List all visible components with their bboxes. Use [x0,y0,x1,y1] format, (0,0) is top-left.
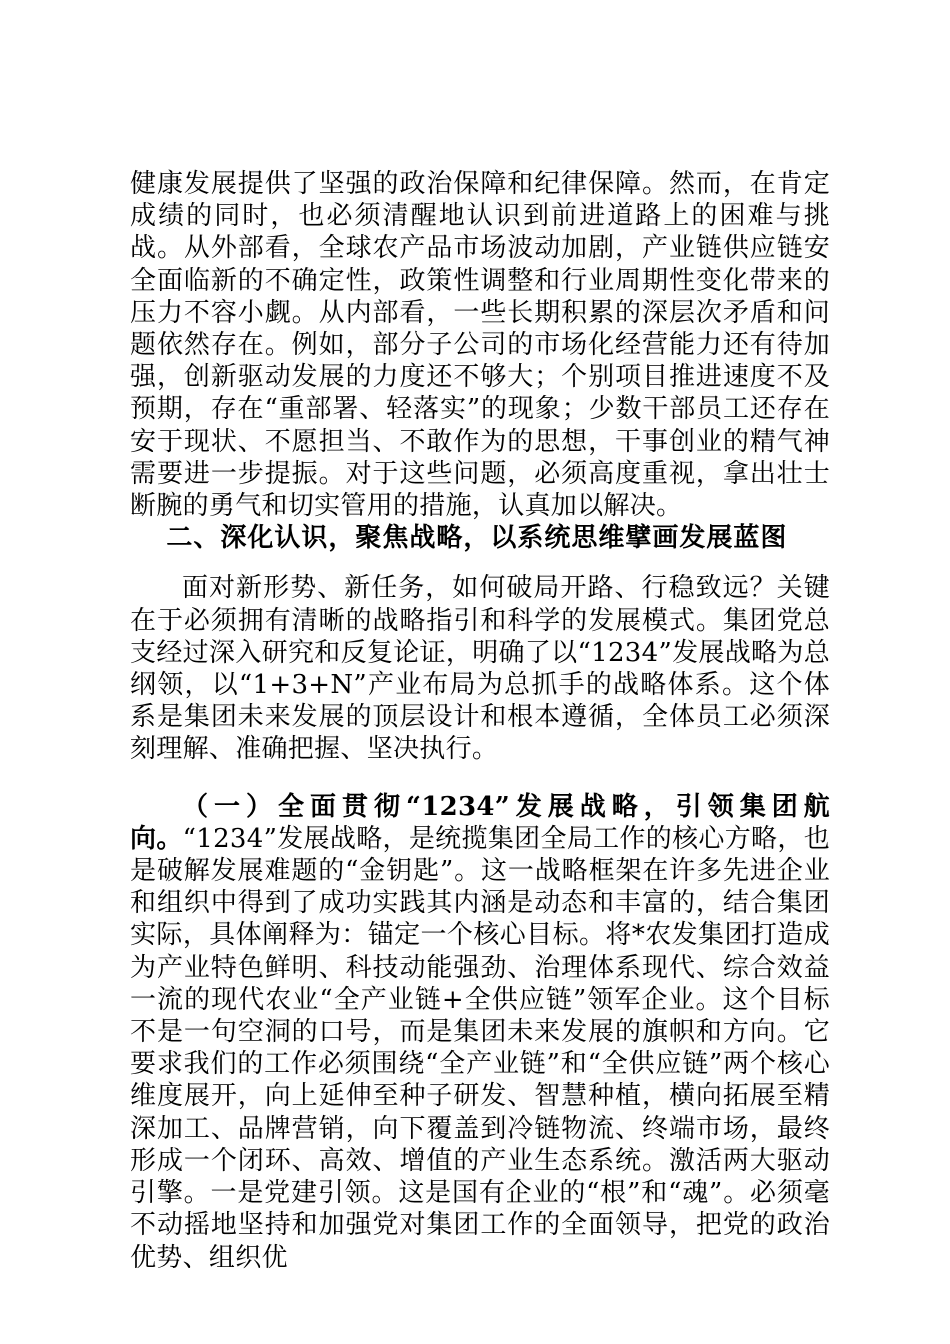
section-heading: 二、深化认识，聚焦战略，以系统思维擘画发展蓝图 [166,523,788,554]
subsection-paragraph [130,791,830,1274]
subsection-body: “1234”发展战略，是统揽集团全局工作的核心方略，也是破解发展难题的“金钥匙”。这一战略框架在许多先进企业和组织中得到了成功实践其内涵是动态和丰富的，结合集团实际，具体阐释为：锚定一个核心目标。将*农发集团打造成为产业特色鲜明、科技动能强劲、治理体系现代、综合效益一流的现代农业“全产业链+全供应链”领军企业。这个目标不是一句空洞的口号，而是集团未来发展的旗帜和方向。它要求我们的工作必须围绕“全产业链”和“全供应链”两个核心维度展开，向上延伸至种子研发、智慧种植，横向拓展至精深加工、品牌营销，向下覆盖到冷链物流、终端市场，最终形成一个闭环、高效、增值的产业生态系统。激活两大驱动引擎。一是党建引领。这是国有企业的“根”和“魂”。必须毫不动摇地坚持和加强党对集团工作的全面领导，把党的政治优势、组织优 [130,823,830,1273]
subsection-heading: （一）全面贯彻“1234”发展战略，引领集团航向。 [130,791,830,854]
paragraph-continuation: 健康发展提供了坚强的政治保障和纪律保障。然而，在肯定成绩的同时，也必须清醒地认识到前进道路上的困难与挑战。从外部看，全球农产品市场波动加剧，产业链供应链安全面临新的不确定性，政策性调整和行业周期性变化带来的压力不容小觑。从内部看，一些长期积累的深层次矛盾和问题依然存在。例如，部分子公司的市场化经营能力还有待加强，创新驱动发展的力度还不够大；个别项目推进速度不及预期，存在“重部署、轻落实”的现象；少数干部员工还存在安于现状、不愿担当、不敢作为的思想，干事创业的精气神需要进一步提振。对于这些问题，必须高度重视，拿出壮士断腕的勇气和切实管用的措施，认真加以解决。 [130,169,830,522]
section-intro-paragraph: 面对新形势、新任务，如何破局开路、行稳致远？关键在于必须拥有清晰的战略指引和科学的发展模式。集团党总支经过深入研究和反复论证，明确了以“1234”发展战略为总纲领，以“1+3+N”产业布局为总抓手的战略体系。这个体系是集团未来发展的顶层设计和根本遵循，全体员工必须深刻理解、准确把握、坚决执行。 [130,573,830,765]
document-body [130,168,830,1274]
